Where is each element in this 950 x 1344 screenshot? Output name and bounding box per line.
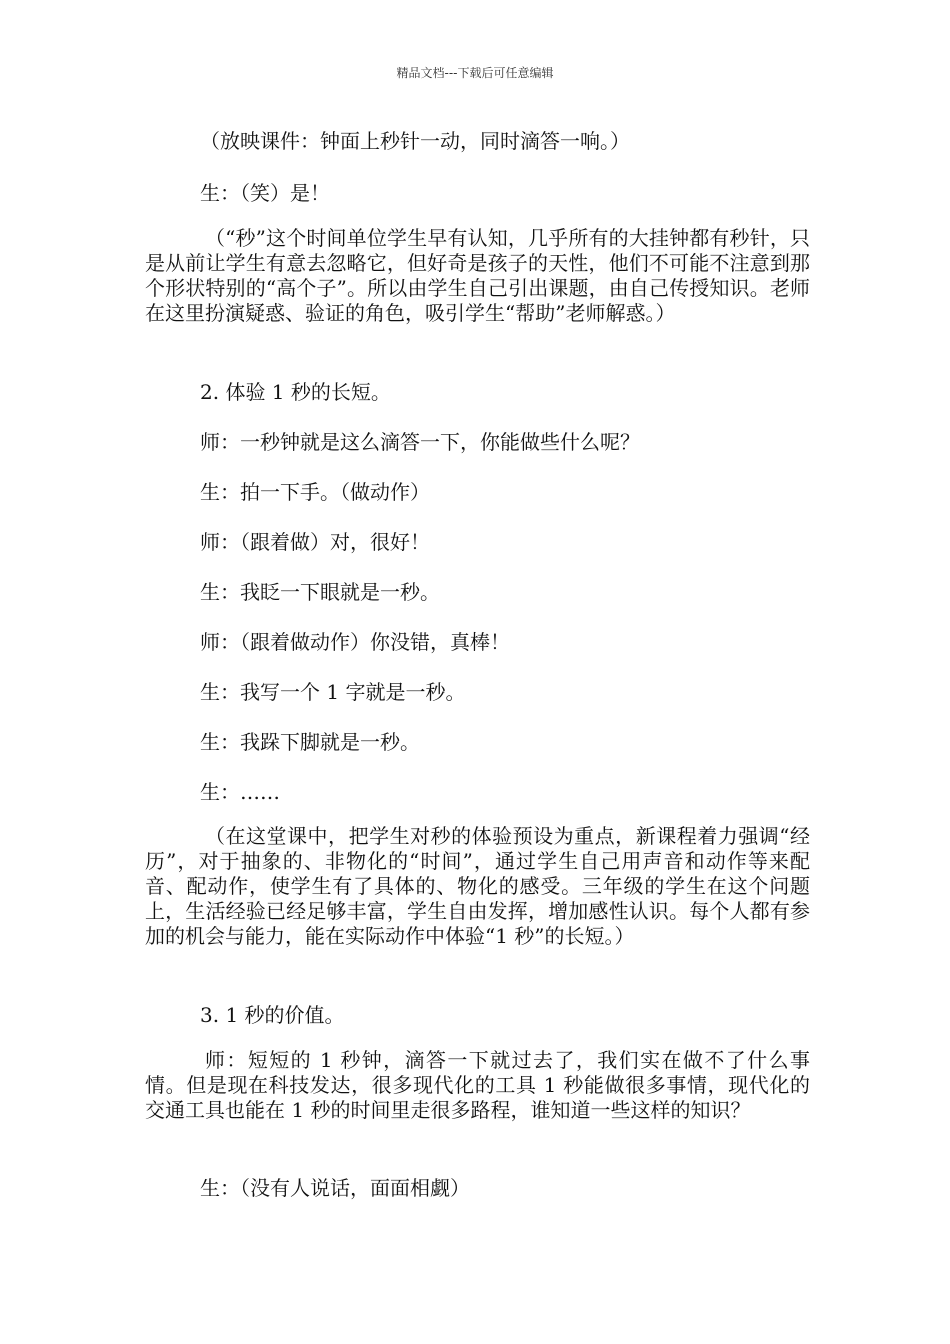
section-heading: 3. 1 秒的价值。 <box>200 1003 345 1027</box>
section-heading: 2. 体验 1 秒的长短。 <box>200 380 391 404</box>
dialogue-paragraph: 师：短短的 1 秒钟，滴答一下就过去了，我们实在做不了什么事情。但是现在科技发达，很多现代化的工具 1 秒能做很多事情，现代化的交通工具也能在 1 秒的时间里走很多路程，谁知道一些这样的知识？ <box>145 1048 810 1122</box>
dialogue-line: 师：（跟着做）对，很好！ <box>200 530 430 554</box>
dialogue-line: 生：我跺下脚就是一秒。 <box>200 730 420 754</box>
commentary-paragraph: （在这堂课中，把学生对秒的体验预设为重点，新课程着力强调“经历”，对于抽象的、非物化的“时间”，通过学生自己用声音和动作等来配音、配动作，使学生有了具体的、物化的感受。三年级的学生在这个问题上，生活经验已经足够丰富，学生自由发挥，增加感性认识。每个人都有参加的机会与能力，能在实际动作中体验“1 秒”的长短。） <box>145 824 810 948</box>
dialogue-line: 生：我写一个 1 字就是一秒。 <box>200 680 466 704</box>
dialogue-line: 生：我眨一下眼就是一秒。 <box>200 580 440 604</box>
text-line: 生：（笑）是！ <box>200 181 330 205</box>
page-header: 精品文档---下载后可任意编辑 <box>396 66 554 80</box>
commentary-paragraph: （“秒”这个时间单位学生早有认知，几乎所有的大挂钟都有秒针，只是从前让学生有意去忽略它，但好奇是孩子的天性，他们不可能不注意到那个形状特别的“高个子”。所以由学生自己引出课题，由自己传授知识。老师在这里扮演疑惑、验证的角色，吸引学生“帮助”老师解惑。） <box>145 226 810 325</box>
dialogue-line: 生：（没有人说话，面面相觑） <box>200 1176 470 1200</box>
dialogue-line: 师：一秒钟就是这么滴答一下，你能做些什么呢？ <box>200 430 640 454</box>
dialogue-line: 生：拍一下手。（做动作） <box>200 480 430 504</box>
dialogue-line: 生：…… <box>200 780 280 804</box>
text-line: （放映课件：钟面上秒针一动，同时滴答一响。） <box>200 129 630 153</box>
dialogue-line: 师：（跟着做动作）你没错，真棒！ <box>200 630 510 654</box>
